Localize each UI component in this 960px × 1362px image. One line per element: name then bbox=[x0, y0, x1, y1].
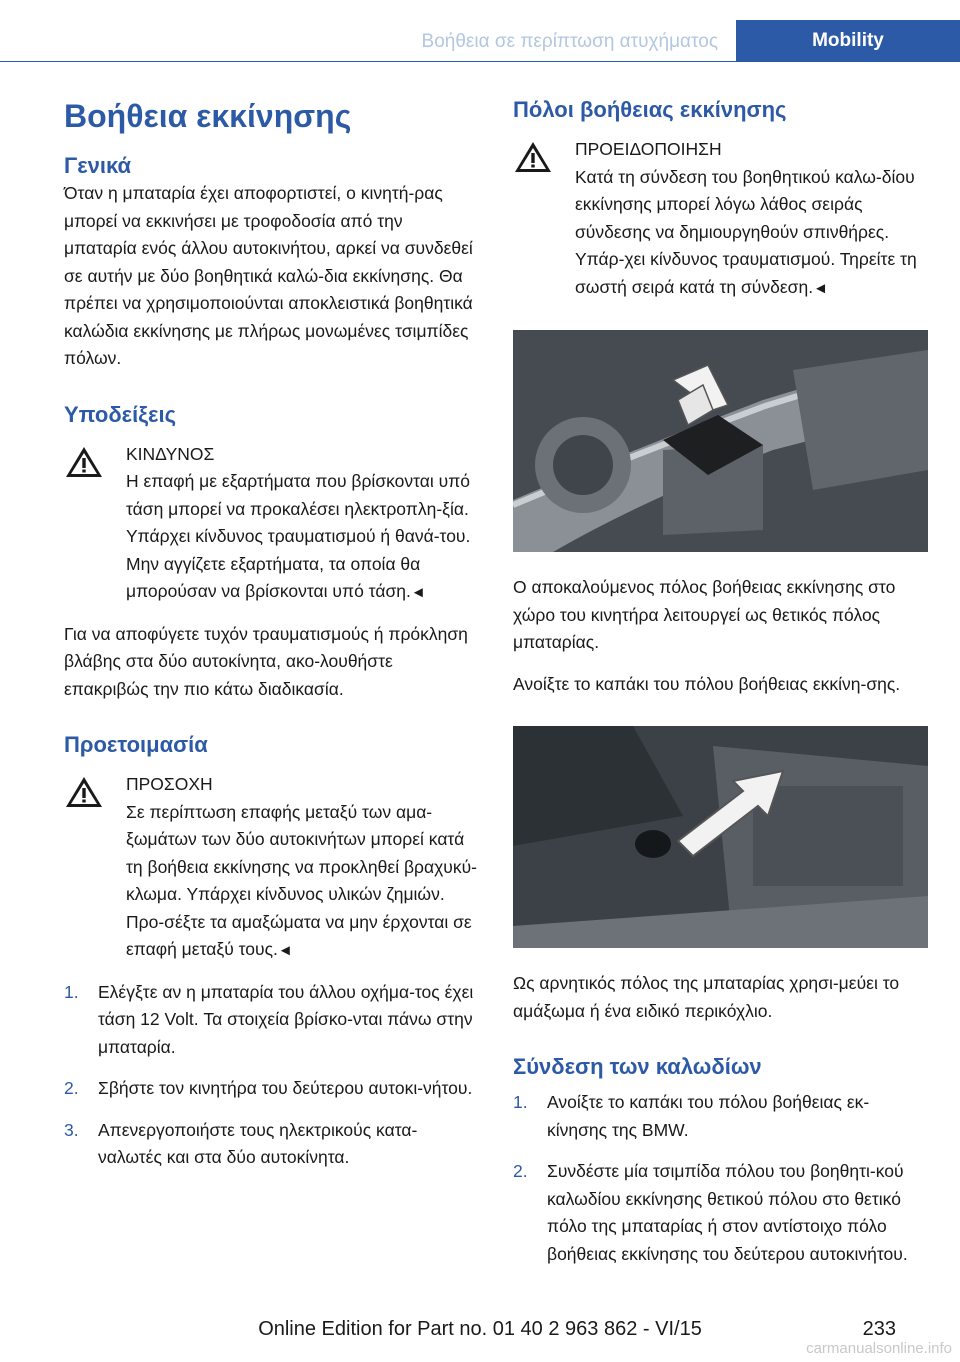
left-column bbox=[64, 96, 478, 1186]
prep-steps bbox=[64, 979, 478, 1172]
page-header bbox=[0, 0, 960, 62]
prep-heading: Προετοιμασία bbox=[64, 732, 208, 757]
list-item bbox=[513, 1158, 928, 1268]
header-divider bbox=[0, 61, 960, 62]
warning-text: Κατά τη σύνδεση του βοηθητικού καλω-δίου εκκίνησης μπορεί λόγω λάθος σειράς σύνδεσης να δημιουργηθούν σπινθήρες. Υπάρ-χει κίνδυνος τραυματισμού. Τηρείτε τη σωστή σειρά κατά τη σύνδεση. bbox=[575, 166, 917, 297]
step-text: Ανοίξτε το καπάκι του πόλου βοήθειας εκ-κίνησης της BMW. bbox=[547, 1092, 870, 1140]
caption-positive-pole: Ο αποκαλούμενος πόλος βοήθειας εκκίνησης στο χώρο του κινητήρα λειτουργεί ως θετικός πόλος μπαταρίας. bbox=[513, 577, 896, 652]
step-number: 2. bbox=[513, 1161, 528, 1181]
general-heading: Γενικά bbox=[64, 153, 132, 178]
general-text: Όταν η μπαταρία έχει αποφορτιστεί, ο κινητή-ρας μπορεί να εκκινήσει με τροφοδοσία από την μπαταρία ενός άλλου αυτοκινήτου, αρκεί να συνδεθεί σε αυτήν με δύο βοηθητικά καλώ-δια εκκίνησης. Θα πρέπει να χρησιμοποιούνται αποκλειστικά βοηθητικά καλώδια εκκίνησης με πλήρως μονωμένες τσιμπίδες πόλων. bbox=[64, 183, 473, 368]
chapter-tab: Mobility bbox=[736, 20, 960, 62]
warning-triangle-icon bbox=[64, 445, 104, 479]
step-number: 1. bbox=[513, 1092, 528, 1112]
step-text: Απενεργοποιήστε τους ηλεκτρικούς κατα-ναλωτές και στα δύο αυτοκίνητα. bbox=[98, 1119, 418, 1167]
section-heading-poles: Πόλοι βοήθειας εκκίνησης bbox=[513, 97, 787, 122]
warning-body bbox=[513, 164, 928, 303]
danger-body bbox=[64, 468, 478, 607]
watermark: carmanualsonline.info bbox=[806, 1340, 952, 1357]
danger-notice bbox=[64, 441, 478, 607]
warning-label: ΠΡΟΕΙΔΟΠΟΙΗΣΗ bbox=[575, 139, 722, 159]
step-text: Σβήστε τον κινητήρα του δεύτερου αυτοκι-νήτου. bbox=[98, 1078, 473, 1098]
cable-steps bbox=[513, 1089, 928, 1268]
danger-text: Η επαφή με εξαρτήματα που βρίσκονται υπό τάση μπορεί να προκαλέσει ηλεκτροπλη-ξία. Υπάρχει κίνδυνος τραυματισμού ή θανά-του. Μην αγγίζετε εξαρτήματα, τα οποία θα μπορούσαν να βρίσκονται υπό τάση. bbox=[126, 471, 471, 601]
page-title: Βοήθεια εκκίνησης bbox=[64, 98, 352, 134]
step-text: Ελέγξτε αν η μπαταρία του άλλου οχήμα-τος έχει τάση 12 Volt. Τα στοιχεία βρίσκο-νται πάνω στην μπαταρία. bbox=[98, 981, 474, 1057]
caution-text: Σε περίπτωση επαφής μεταξύ των αμα-ξωμάτων των δύο αυτοκινήτων μπορεί κατά τη βοήθεια εκκίνησης να προκληθεί βραχυκύ-κλωμα. Υπάρχει κίνδυνος υλικών ζημιών. Προ-σέξτε τα αμαξώματα να μην έρχονται σε επαφή μεταξύ τους. bbox=[126, 801, 477, 959]
list-item bbox=[513, 1089, 928, 1144]
notes-text: Για να αποφύγετε τυχόν τραυματισμούς ή πρόκληση βλάβης στα δύο αυτοκίνητα, ακο-λουθήστε επακριβώς την πιο κάτω διαδικασία. bbox=[64, 623, 468, 699]
page-number: 233 bbox=[862, 1318, 896, 1340]
end-mark: ◄ bbox=[813, 279, 828, 297]
danger-label: ΚΙΝΔΥΝΟΣ bbox=[126, 443, 215, 464]
list-item bbox=[64, 1117, 478, 1172]
step-number: 3. bbox=[64, 1119, 79, 1140]
list-item bbox=[64, 979, 478, 1062]
engine-bay-photo-positive bbox=[513, 330, 928, 552]
warning-triangle-icon bbox=[64, 775, 104, 809]
caution-body bbox=[64, 799, 478, 965]
engine-bay-photo-negative bbox=[513, 726, 928, 948]
right-column bbox=[513, 96, 928, 1282]
warning-triangle-icon bbox=[513, 140, 553, 174]
step-number: 2. bbox=[64, 1078, 79, 1098]
end-mark: ◄ bbox=[277, 942, 293, 959]
caution-notice bbox=[64, 771, 478, 965]
warning-notice bbox=[513, 136, 928, 302]
cables-heading: Σύνδεση των καλωδίων bbox=[513, 1054, 762, 1079]
section-title: Βοήθεια σε περίπτωση ατυχήματος bbox=[421, 31, 718, 52]
caption-negative-pole: Ως αρνητικός πόλος της μπαταρίας χρησι-μεύει το αμάξωμα ή ένα ειδικό περικόχλιο. bbox=[513, 973, 900, 1021]
caution-label: ΠΡΟΣΟΧΗ bbox=[126, 774, 213, 794]
list-item bbox=[64, 1075, 478, 1103]
edition-footer: Online Edition for Part no. 01 40 2 963 862 - VI/15 bbox=[258, 1318, 702, 1340]
step-text: Συνδέστε μία τσιμπίδα πόλου του βοηθητι-κού καλωδίου εκκίνησης θετικού πόλου στο θετικό πόλο της μπαταρίας ή στον αντίστοιχο πόλο βοήθειας εκκίνησης του δεύτερου αυτοκινήτου. bbox=[547, 1161, 908, 1264]
caption-open-cap: Ανοίξτε το καπάκι του πόλου βοήθειας εκκίνη-σης. bbox=[513, 673, 901, 694]
end-mark: ◄ bbox=[410, 584, 426, 601]
step-number: 1. bbox=[64, 981, 79, 1002]
notes-heading: Υποδείξεις bbox=[64, 401, 177, 427]
